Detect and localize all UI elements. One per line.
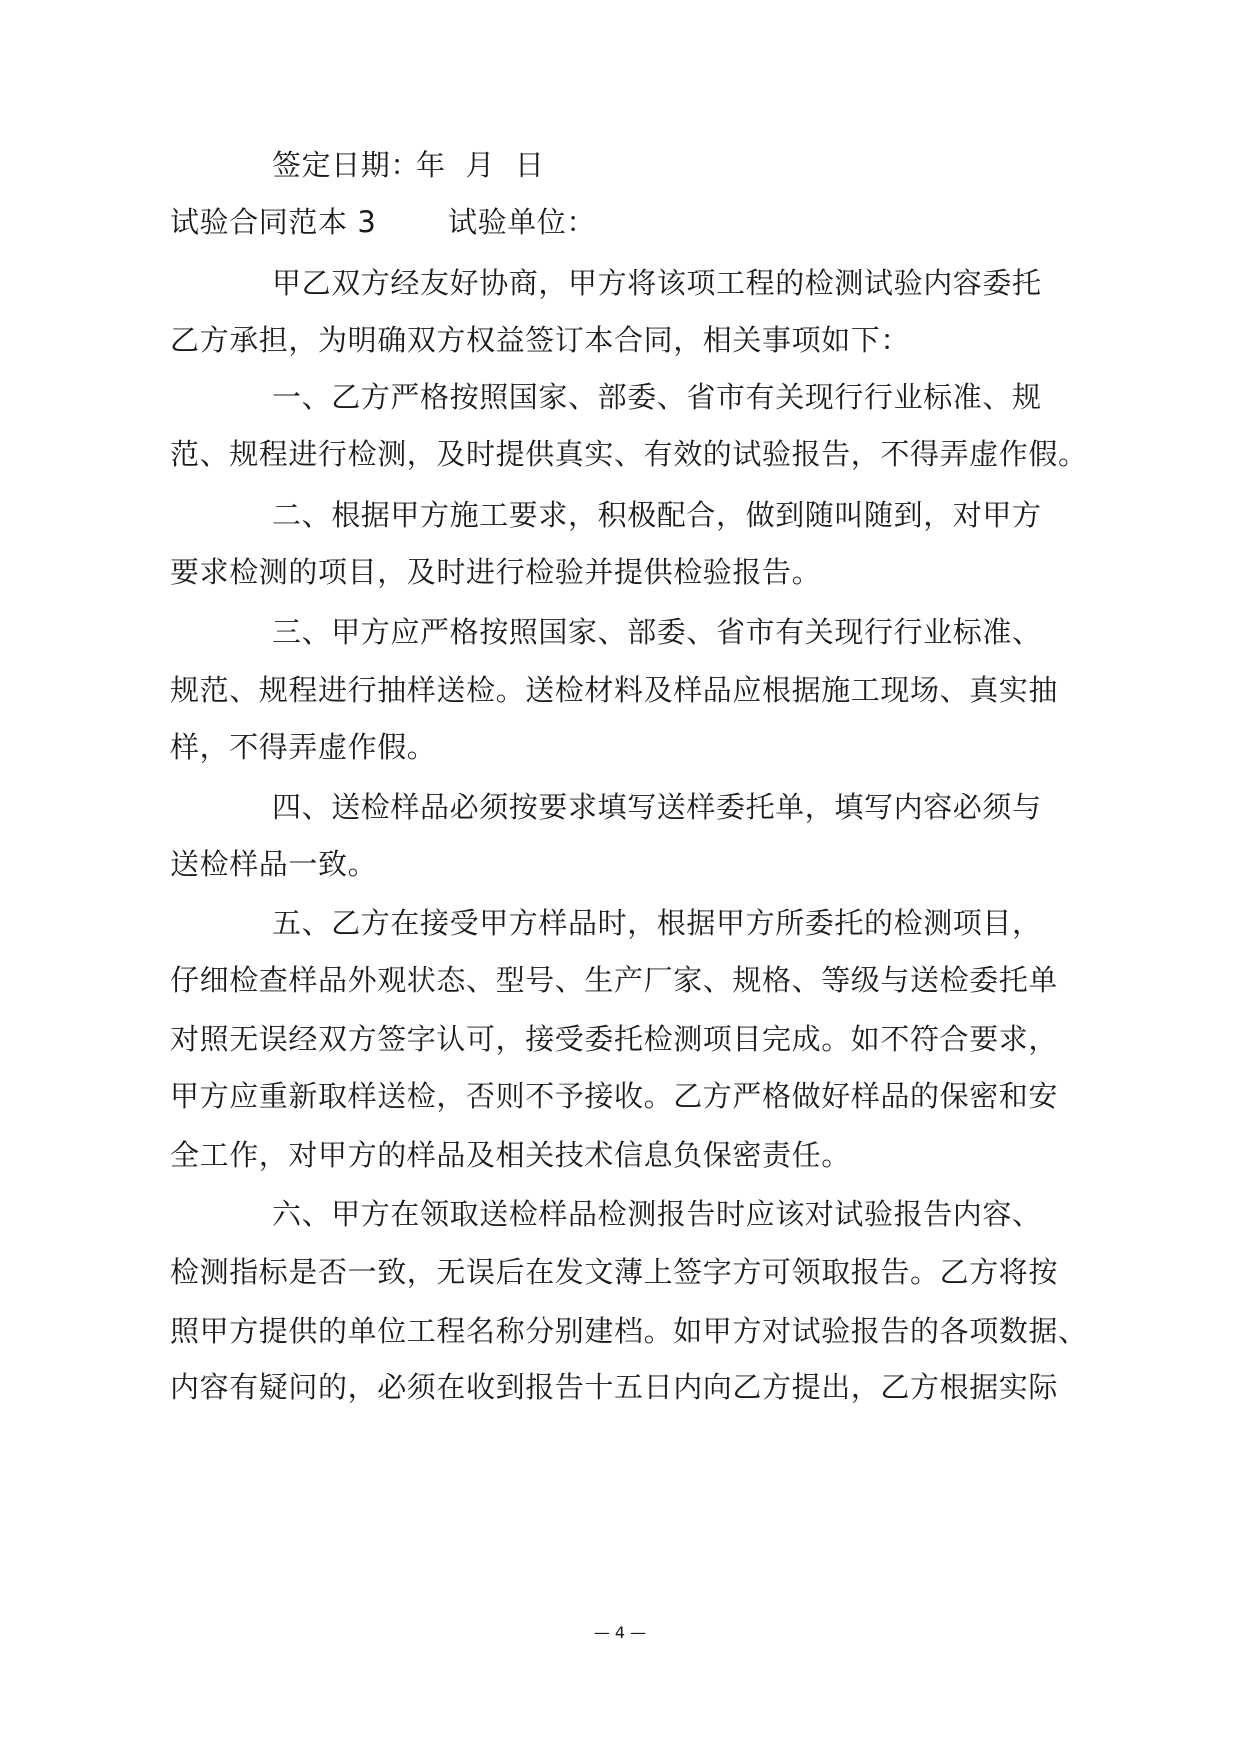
paragraph-line: 送检样品一致。	[170, 847, 378, 881]
signing-date-label: 签定日期：	[272, 148, 421, 182]
test-unit-label: 试验单位：	[448, 205, 597, 239]
paragraph-line: 六、甲方在领取送检样品检测报告时应该对试验报告内容、	[272, 1197, 1042, 1231]
paragraph-line: 范、规程进行检测，及时提供真实、有效的试验报告，不得弄虚作假。	[170, 437, 1088, 471]
paragraph-line: 乙方承担，为明确双方权益签订本合同，相关事项如下：	[170, 323, 911, 357]
paragraph-line: 照甲方提供的单位工程名称分别建档。如甲方对试验报告的各项数据、	[170, 1314, 1088, 1348]
paragraph-line: 检测指标是否一致，无误后在发文薄上签字方可领取报告。乙方将按	[170, 1255, 1059, 1289]
paragraph-line: 样，不得弄虚作假。	[170, 730, 437, 764]
paragraph-line: 四、送检样品必须按要求填写送样委托单，填写内容必须与	[272, 790, 1042, 824]
signing-date-placeholder: 年 月 日	[416, 148, 545, 182]
paragraph-line: 规范、规程进行抽样送检。送检材料及样品应根据施工现场、真实抽	[170, 673, 1059, 707]
paragraph-line: 三、甲方应严格按照国家、部委、省市有关现行行业标准、	[272, 615, 1042, 649]
paragraph-line: 一、乙方严格按照国家、部委、省市有关现行行业标准、规	[272, 380, 1042, 414]
paragraph-line: 要求检测的项目，及时进行检验并提供检验报告。	[170, 555, 822, 589]
paragraph-line: 二、根据甲方施工要求，积极配合，做到随叫随到，对甲方	[272, 498, 1042, 532]
section-title: 试验合同范本 3	[170, 205, 377, 239]
paragraph-line: 内容有疑问的，必须在收到报告十五日内向乙方提出，乙方根据实际	[170, 1370, 1059, 1404]
paragraph-line: 全工作，对甲方的样品及相关技术信息负保密责任。	[170, 1138, 851, 1172]
page-number: — 4 —	[593, 1623, 647, 1642]
paragraph-line: 甲乙双方经友好协商，甲方将该项工程的检测试验内容委托	[272, 266, 1042, 300]
paragraph-line: 甲方应重新取样送检，否则不予接收。乙方严格做好样品的保密和安	[170, 1079, 1059, 1113]
paragraph-line: 五、乙方在接受甲方样品时，根据甲方所委托的检测项目，	[272, 906, 1042, 940]
paragraph-line: 对照无误经双方签字认可，接受委托检测项目完成。如不符合要求，	[170, 1022, 1059, 1056]
paragraph-line: 仔细检查样品外观状态、型号、生产厂家、规格、等级与送检委托单	[170, 963, 1059, 997]
